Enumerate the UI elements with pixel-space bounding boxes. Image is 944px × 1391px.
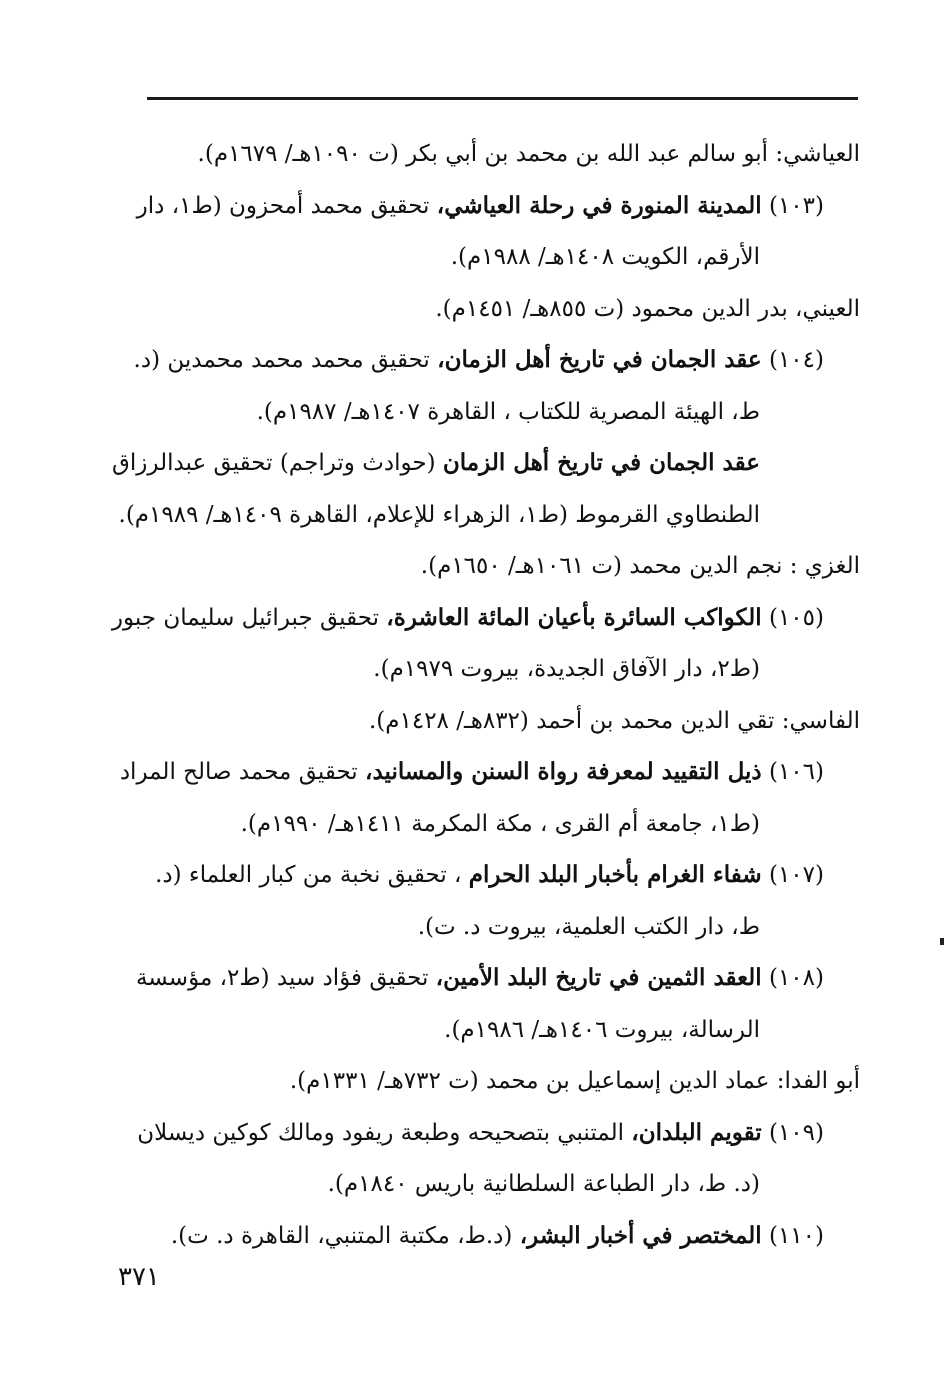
entry-text: ، تحقيق نخبة من كبار العلماء (د.: [155, 862, 469, 888]
text-line: [119, 746, 860, 798]
entry-text: ط، الهيئة المصرية للكتاب ، القاهرة ١٤٠٧هـ/ ١٩٨٧م).: [256, 398, 760, 425]
text-line: [136, 180, 860, 232]
entry-text: (حوادث وتراجم) تحقيق عبدالرزاق: [112, 450, 443, 476]
entry-text: الطنطاوي القرموط (ط١، الزهراء للإعلام، القاهرة ١٤٠٩هـ/ ١٩٨٩م).: [118, 501, 760, 528]
entry-text: الأرقم، الكويت ١٤٠٨هـ/ ١٩٨٨م).: [450, 244, 760, 270]
header-rule: [147, 97, 858, 100]
entry-text: تحقيق محمد صالح المراد: [119, 759, 366, 785]
text-line: [112, 437, 860, 489]
entry-number: (١٠٤): [761, 347, 824, 373]
text-line: [118, 489, 860, 541]
text-line: [140, 540, 860, 592]
book-title: المختصر في أخبار البشر،: [519, 1221, 762, 1249]
text-line: [140, 643, 860, 695]
text-line: [140, 1055, 860, 1107]
entry-text: الغزي : نجم الدين محمد (ت ١٠٦١هـ/ ١٦٥٠م).: [420, 553, 860, 579]
entry-number: (١١٠): [761, 1222, 824, 1249]
text-line: [140, 798, 860, 850]
scan-mark: [940, 938, 944, 945]
entry-number: (١٠٩): [761, 1119, 824, 1146]
entry-text: (ط٢، دار الآفاق الجديدة، بيروت ١٩٧٩م).: [373, 656, 760, 682]
entry-text: ط، دار الكتب العلمية، بيروت د. ت).: [417, 913, 760, 940]
book-title: عقد الجمان في تاريخ أهل الزمان: [442, 449, 760, 476]
book-title: المدينة المنورة في رحلة العياشي،: [436, 191, 762, 219]
text-line: [140, 849, 860, 901]
text-line: [140, 283, 860, 335]
text-line: [140, 128, 860, 180]
entry-number: (١٠٨): [761, 965, 824, 991]
entry-text: المتنبي بتصحيحه وطبعة ريفود ومالك كوكين ديسلان: [137, 1119, 632, 1146]
entry-text: (ط١، جامعة أم القرى ، مكة المكرمة ١٤١١هـ/ ١٩٩٠م).: [240, 810, 760, 837]
entry-text: العيني، بدر الدين محمود (ت ٨٥٥هـ/ ١٤٥١م).: [435, 295, 860, 322]
text-line: [140, 901, 860, 953]
entry-text: تحقيق جبرائيل سليمان جبور: [111, 604, 387, 631]
entry-text: أبو الفدا: عماد الدين إسماعيل بن محمد (ت ٧٣٢هـ/ ١٣٣١م).: [289, 1068, 860, 1094]
text-line: [111, 592, 860, 644]
book-title: تقويم البلدان،: [631, 1118, 762, 1146]
entry-number: (١٠٦): [761, 759, 824, 785]
text-line: [140, 386, 860, 438]
entry-text: تحقيق محمد محمد محمدين (د.: [133, 347, 438, 373]
entry-text: تحقيق فؤاد سيد (ط٢، مؤسسة: [135, 965, 436, 991]
entry-text: (د. ط، دار الطباعة السلطانية باريس ١٨٤٠م).: [327, 1171, 760, 1197]
text-line: [137, 1107, 860, 1159]
book-title: عقد الجمان في تاريخ أهل الزمان،: [437, 346, 762, 373]
entry-number: (١٠٧): [761, 862, 824, 888]
entry-text: الرسالة، بيروت ١٤٠٦هـ/ ١٩٨٦م).: [444, 1016, 760, 1043]
text-line: [140, 1158, 860, 1210]
text-line: [140, 1210, 860, 1262]
bibliography-text: [111, 128, 860, 1261]
entry-number: (١٠٣): [761, 192, 824, 219]
entry-number: (١٠٥): [761, 604, 824, 631]
page-number: ٣٧١: [118, 1262, 160, 1292]
book-title: شفاء الغرام بأخبار البلد الحرام: [468, 861, 762, 888]
text-line: [140, 1004, 860, 1056]
book-title: العقد الثمين في تاريخ البلد الأمين،: [435, 964, 762, 991]
entry-text: الفاسي: تقي الدين محمد بن أحمد (٨٣٢هـ/ ١٤٢٨م).: [368, 707, 860, 734]
entry-text: تحقيق محمد أمحزون (ط١، دار: [136, 192, 437, 219]
text-line: [135, 952, 860, 1004]
text-line: [140, 695, 860, 747]
book-title: الكواكب السائرة بأعيان المائة العاشرة،: [386, 603, 762, 631]
entry-text: العياشي: أبو سالم عبد الله بن محمد بن أبي بكر (ت ١٠٩٠هـ/ ١٦٧٩م).: [197, 141, 860, 167]
book-title: ذيل التقييد لمعرفة رواة السنن والمسانيد،: [365, 758, 762, 785]
text-line: [133, 334, 860, 386]
text-line: [140, 231, 860, 283]
entry-text: (د.ط، مكتبة المتنبي، القاهرة د. ت).: [170, 1222, 520, 1249]
